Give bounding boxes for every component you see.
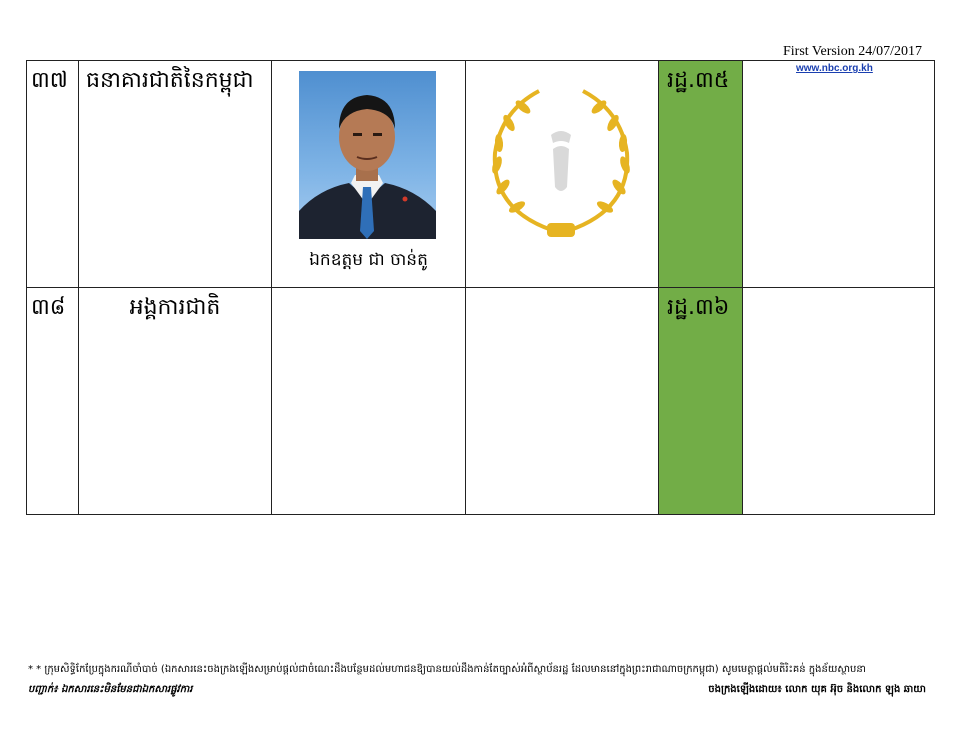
official-photo-cell xyxy=(272,288,466,515)
table-row xyxy=(27,288,935,515)
reference-cell xyxy=(659,288,743,515)
reference-cell xyxy=(659,61,743,288)
logo-cell xyxy=(466,288,659,515)
institution-name: អង្គការជាតិ xyxy=(129,295,221,320)
row-number-cell xyxy=(27,61,79,288)
institutions-table xyxy=(26,60,935,515)
official-photo-cell xyxy=(272,61,466,288)
reference-code: រដ្ឋ.៣៥ xyxy=(667,68,730,93)
row-number: ៣៨ xyxy=(31,295,66,320)
footer-compiled-by: ចងក្រងឡើងដោយ៖ លោក យុគ អ៊ុច និងលោក ឡុង ឆាយា xyxy=(708,684,926,695)
footer-note: * * ក្រុមសិទ្ធិកែប្រែក្នុងករណីចាំបាច់ (ឯកសារនេះចងក្រងឡើងសម្រាប់ផ្តល់ជាចំណេះដឹងបន្ថែមដល់មហាជនឱ្យបានយល់ដឹងកាន់តែច្បាស់អំពីស្ថាប័នរដ្ឋ ដែលមាននៅក្នុងព្រះរាជាណាចក្រកម្ពុជា) សូមមេត្តាផ្តល់មតិរិះគន់ ក្នុងន័យស្ថាបនា xyxy=(28,664,866,675)
national-bank-emblem-icon xyxy=(481,83,641,247)
website-link[interactable]: www.nbc.org.kh xyxy=(796,63,873,74)
institution-name: ធនាគារជាតិនៃកម្ពុជា xyxy=(86,68,254,93)
official-name: ឯកឧត្តម ជា ចាន់តូ xyxy=(309,250,428,270)
notes-cell xyxy=(743,288,935,515)
logo-cell xyxy=(466,61,659,288)
institution-name-cell xyxy=(79,61,272,288)
footer-disclaimer: បញ្ជាក់៖ ឯកសារនេះមិនមែនជាឯកសារផ្លូវការ xyxy=(28,684,193,695)
reference-code: រដ្ឋ.៣៦ xyxy=(667,295,730,320)
official-portrait xyxy=(299,71,436,239)
institution-name-cell xyxy=(79,288,272,515)
version-label: First Version 24/07/2017 xyxy=(783,44,922,59)
notes-cell xyxy=(743,61,935,288)
row-number: ៣៧ xyxy=(31,68,68,93)
row-number-cell xyxy=(27,288,79,515)
table-row xyxy=(27,61,935,288)
